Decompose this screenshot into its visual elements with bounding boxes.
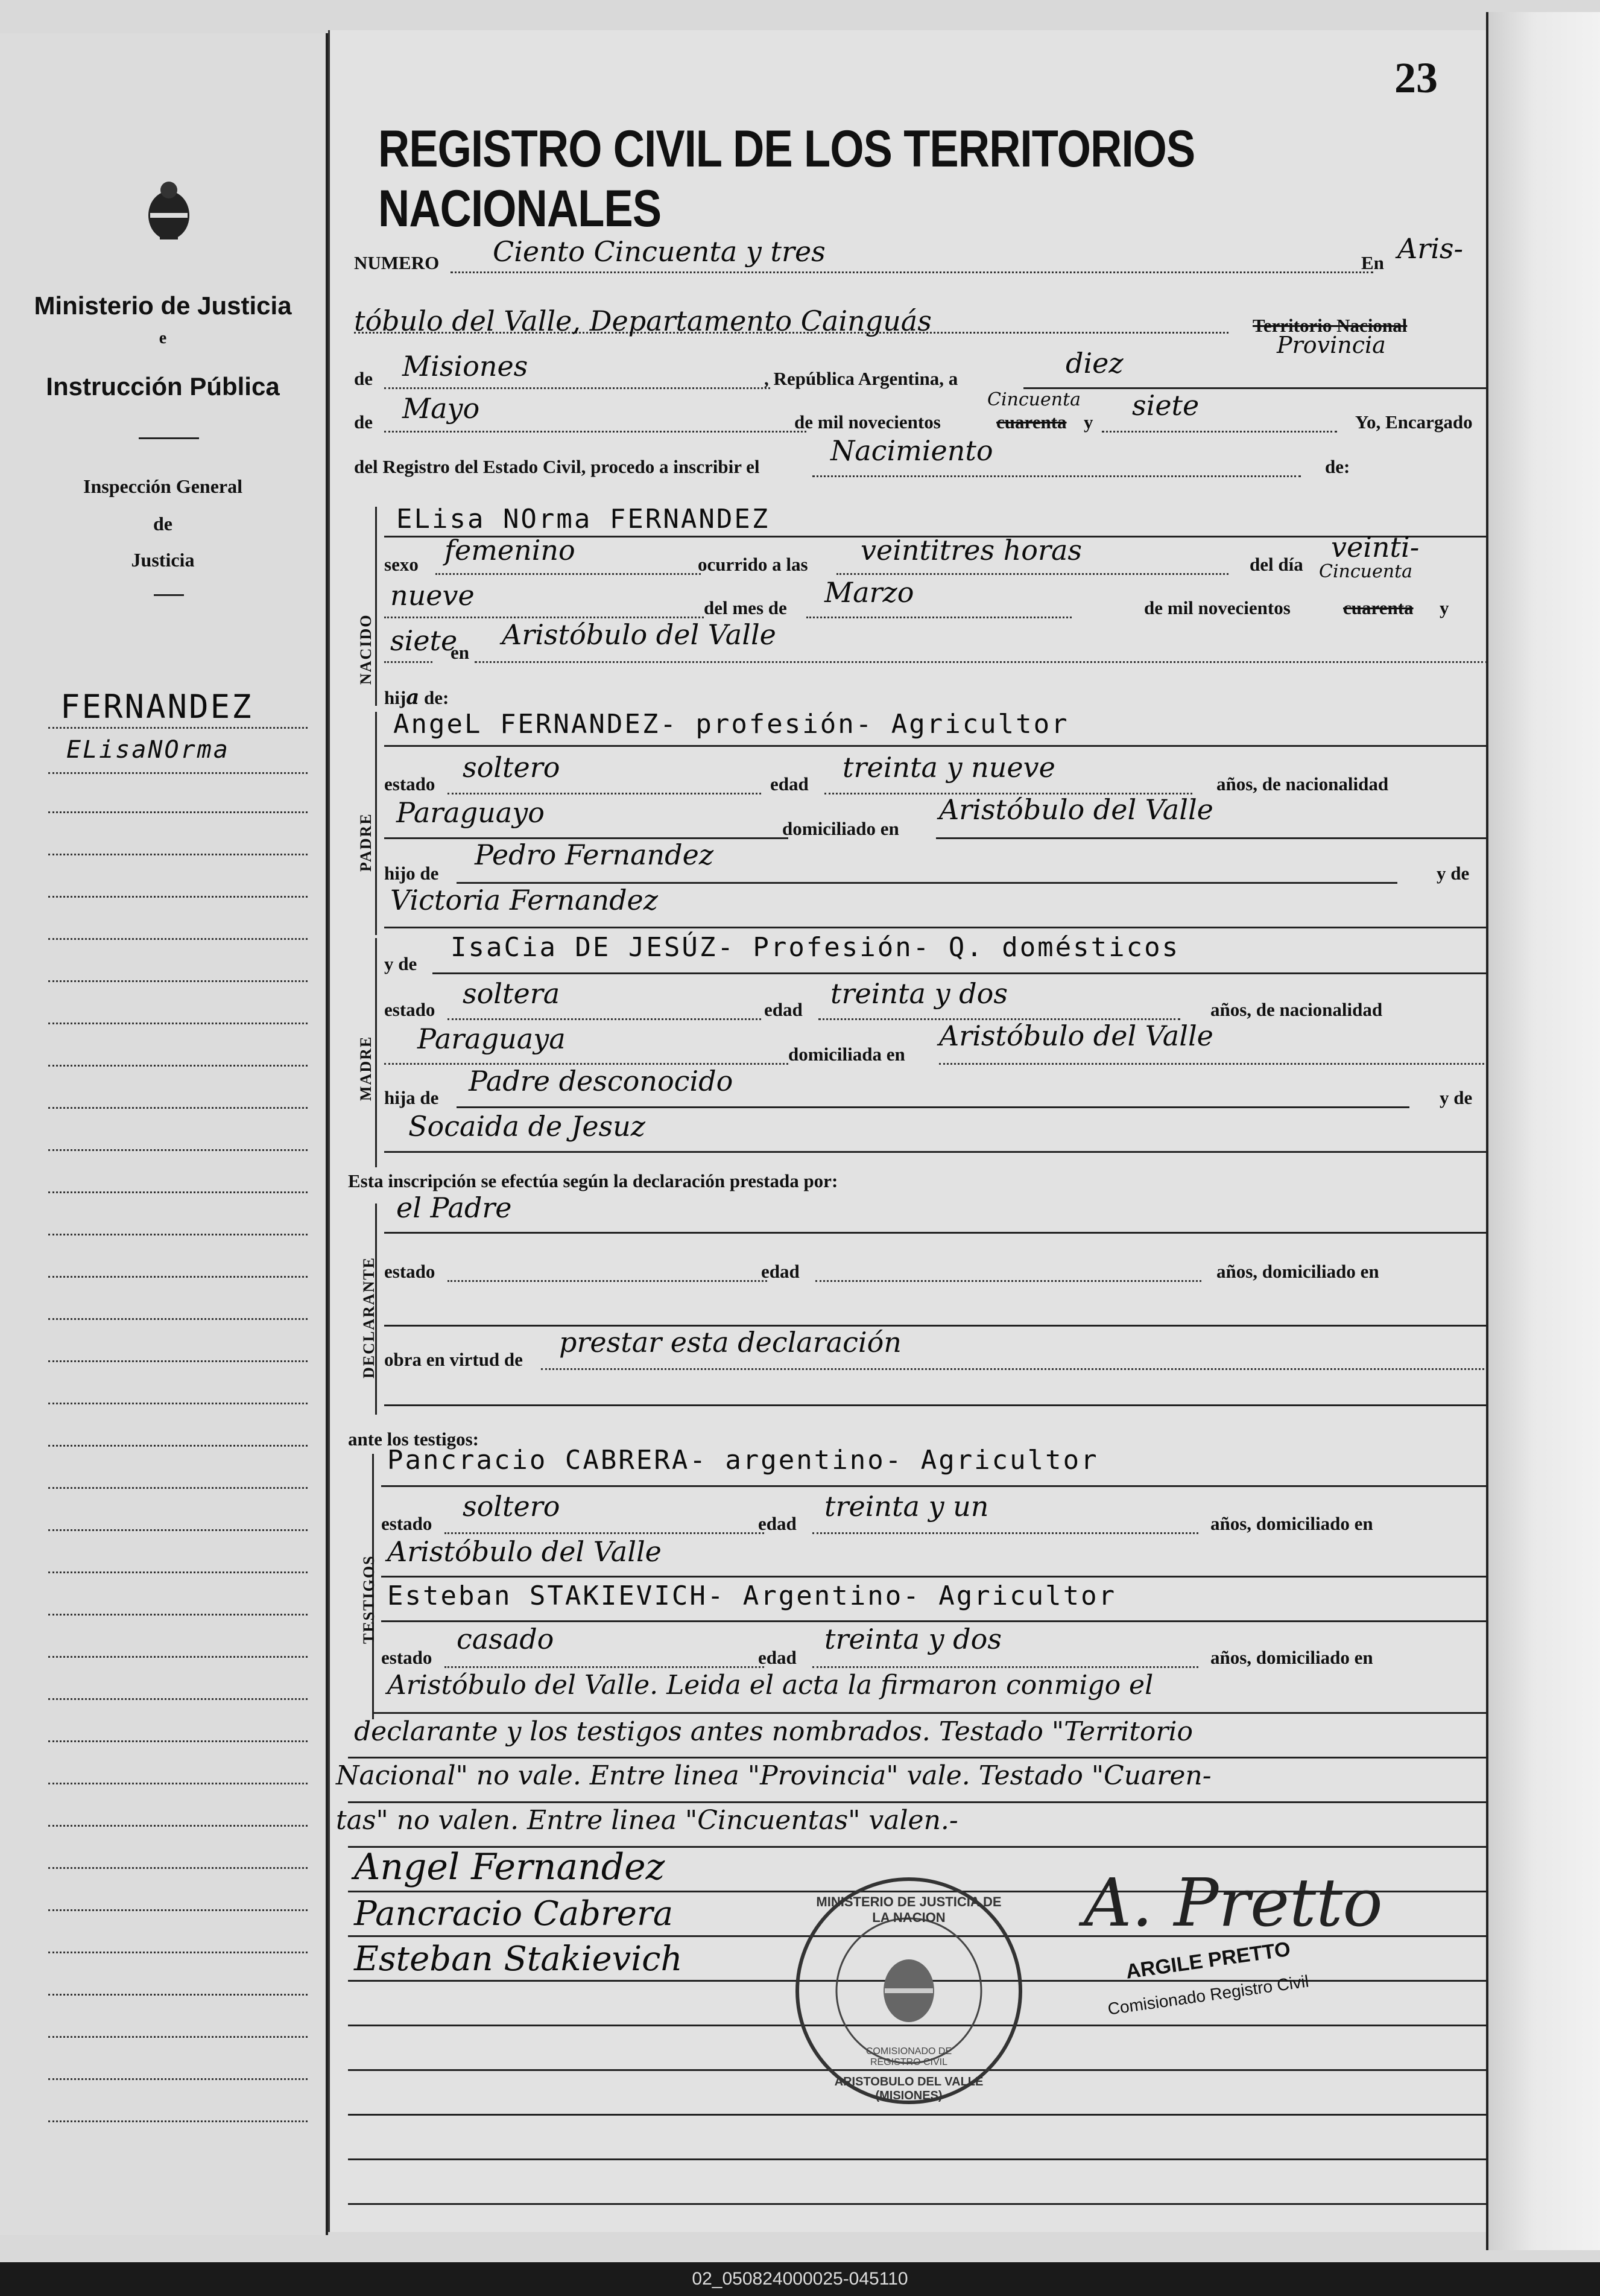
- margin-surname: FERNANDEZ: [60, 688, 253, 726]
- signature-witness1: Pancracio Cabrera: [354, 1894, 674, 1933]
- note-line-2: Nacional" no vale. Entre linea "Provincia" vale. Testado "Cuaren-: [336, 1760, 1212, 1791]
- father-father: Pedro Fernandez: [475, 839, 714, 871]
- y-de-label: y de: [1437, 863, 1470, 884]
- seal-bottom-text: ARISTOBULO DEL VALLE (MISIONES): [834, 2075, 984, 2102]
- en-value-2: tóbulo del Valle, Departamento Cainguás: [354, 305, 932, 337]
- witness2-name: Esteban STAKIEVICH- Argentino- Agricultor: [387, 1581, 1117, 1611]
- mother-estado: soltera: [463, 977, 560, 1010]
- estado-label: estado: [384, 1261, 435, 1282]
- numero-value: Ciento Cincuenta y tres: [493, 235, 826, 268]
- del-dia-label: del día: [1250, 554, 1303, 575]
- y-label: y: [1440, 597, 1449, 618]
- father-name: AngeL FERNANDEZ- profesión- Agricultor: [393, 709, 1069, 740]
- father-domicilio: Aristóbulo del Valle: [939, 793, 1213, 826]
- witness1-name: Pancracio CABRERA- argentino- Agricultor: [387, 1445, 1099, 1476]
- father-estado: soltero: [463, 751, 560, 784]
- birth-year: siete: [390, 624, 458, 657]
- seal-inner-text: COMISIONADO DE REGISTRO CIVIL: [865, 2046, 952, 2067]
- official-seal: [788, 1870, 1029, 2111]
- del-mes-label: del mes de: [704, 597, 787, 618]
- official-name: ARGILE PRETTO: [1124, 1937, 1292, 1984]
- registro-label: del Registro del Estado Civil, procedo a inscribir el: [354, 456, 760, 477]
- registration-form: [328, 30, 1488, 2232]
- child-name: ELisa NOrma FERNANDEZ: [396, 504, 770, 534]
- cincuenta-insert-2: Cincuenta: [1319, 561, 1413, 582]
- obra-label: obra en virtud de: [384, 1349, 523, 1370]
- republica-label: , República Argentina, a: [764, 368, 958, 389]
- note-line-3: tas" no valen. Entre linea "Cincuentas" valen.-: [336, 1805, 958, 1836]
- territorio-label: Territorio Nacional: [1253, 315, 1408, 336]
- mother-mother: Socaida de Jesuz: [408, 1110, 646, 1143]
- domiciliado-label: domiciliado en: [782, 818, 899, 839]
- cuarenta-struck-2: cuarenta: [1343, 597, 1414, 618]
- mother-domicilio: Aristóbulo del Valle: [939, 1020, 1213, 1052]
- section-testigos-label: TESTIGOS: [360, 1555, 378, 1644]
- y-de-label: y de: [1440, 1087, 1473, 1108]
- ministry-line-3: Instrucción Pública: [46, 372, 280, 401]
- reg-month: Mayo: [402, 392, 480, 425]
- witness2-domicilio: Aristóbulo del Valle. Leida el acta la firmaron conmigo el: [387, 1670, 1154, 1701]
- estado-label: estado: [384, 999, 435, 1020]
- official-title: Comisionado Registro Civil: [1106, 1971, 1310, 2019]
- mil-label: de mil novecientos: [1144, 597, 1291, 618]
- obra-value: prestar esta declaración: [559, 1326, 902, 1359]
- seal-outer-text: MINISTERIO DE JUSTICIA DE LA NACION: [816, 1894, 1002, 1925]
- testigos-intro: ante los testigos:: [348, 1429, 479, 1450]
- edad-label: edad: [770, 773, 809, 794]
- birth-day-2: nueve: [390, 579, 475, 612]
- y-de-label: y de: [384, 953, 417, 974]
- en-label: En: [1361, 252, 1384, 273]
- birth-day-1: veinti-: [1331, 531, 1420, 563]
- father-nacionalidad: Paraguayo: [396, 796, 545, 829]
- declaration-intro: Esta inscripción se efectúa según la declaración prestada por:: [348, 1170, 838, 1191]
- declarante-name: el Padre: [396, 1191, 512, 1224]
- hija-de-label: hija de: [384, 1087, 439, 1108]
- inspection-line-3: Justicia: [131, 549, 195, 571]
- anos-label: años, domiciliado en: [1210, 1513, 1373, 1534]
- page-title: REGISTRO CIVIL DE LOS TERRITORIOS NACIONALES: [378, 120, 1195, 238]
- inspection-line-2: de: [153, 513, 172, 534]
- en-label: en: [451, 642, 469, 663]
- coat-of-arms-icon: [142, 178, 196, 244]
- official-signature: A. Pretto: [1084, 1864, 1383, 1941]
- edad-label: edad: [758, 1513, 797, 1534]
- mil-label: de mil novecientos: [794, 411, 941, 433]
- hijo-label: hija de:: [384, 685, 449, 709]
- reg-year: siete: [1132, 389, 1200, 422]
- anos-label: años, domiciliado en: [1216, 1261, 1379, 1282]
- witness1-domicilio: Aristóbulo del Valle: [387, 1535, 662, 1568]
- reg-day: diez: [1066, 347, 1124, 379]
- acto-value: Nacimiento: [830, 434, 993, 467]
- father-edad: treinta y nueve: [843, 751, 1055, 784]
- yo-label: Yo, Encargado: [1355, 411, 1473, 433]
- signature-father: Angel Fernandez: [354, 1846, 665, 1888]
- estado-label: estado: [381, 1647, 432, 1668]
- section-padre-label: PADRE: [357, 813, 375, 872]
- father-mother: Victoria Fernandez: [390, 884, 659, 916]
- anos-label: años, de nacionalidad: [1216, 773, 1389, 794]
- section-declarante-label: DECLARANTE: [360, 1256, 378, 1378]
- numero-label: NUMERO: [354, 252, 440, 273]
- divider: [139, 437, 199, 439]
- cuarenta-struck: cuarenta: [996, 411, 1067, 433]
- page-number: 23: [1394, 54, 1438, 102]
- sexo-value: femenino: [444, 534, 575, 566]
- scan-file-id: 02_050824000025-045110: [0, 2262, 1600, 2296]
- cincuenta-insert: Cincuenta: [987, 389, 1081, 410]
- section-nacido-label: NACIDO: [357, 614, 375, 685]
- divider: [154, 594, 184, 596]
- edad-label: edad: [758, 1647, 797, 1668]
- book-binding-edge: [1486, 12, 1600, 2250]
- note-line-1: declarante y los testigos antes nombrados. Testado "Territorio: [354, 1716, 1193, 1747]
- ministry-line-1: Ministerio de Justicia: [34, 291, 292, 320]
- section-madre-label: MADRE: [357, 1035, 375, 1101]
- de-label: de: [354, 368, 373, 389]
- birth-hour: veintitres horas: [861, 534, 1083, 566]
- ocurrido-label: ocurrido a las: [698, 554, 808, 575]
- y-label: y: [1084, 411, 1093, 433]
- mother-father: Padre desconocido: [469, 1065, 733, 1097]
- domiciliada-label: domiciliada en: [788, 1044, 905, 1065]
- edad-label: edad: [761, 1261, 800, 1282]
- mother-nacionalidad: Paraguaya: [417, 1023, 566, 1055]
- witness1-estado: soltero: [463, 1490, 560, 1523]
- anos-label: años, domiciliado en: [1210, 1647, 1373, 1668]
- province-value: Misiones: [402, 350, 528, 382]
- witness1-edad: treinta y un: [824, 1490, 989, 1523]
- mother-edad: treinta y dos: [830, 977, 1008, 1010]
- mother-name: IsaCia DE JESÚZ- Profesión- Q. domésticos: [451, 932, 1180, 963]
- signature-witness2: Esteban Stakievich: [354, 1939, 683, 1979]
- de-label: de: [354, 411, 373, 433]
- birth-place: Aristóbulo del Valle: [502, 618, 776, 651]
- inspection-line-1: Inspección General: [83, 475, 242, 497]
- ministry-line-2: e: [159, 329, 167, 347]
- de-label: de:: [1325, 456, 1350, 477]
- edad-label: edad: [764, 999, 803, 1020]
- hijo-de-label: hijo de: [384, 863, 439, 884]
- witness2-edad: treinta y dos: [824, 1623, 1002, 1655]
- sexo-label: sexo: [384, 554, 419, 575]
- territorio-correction: Provincia: [1277, 332, 1386, 358]
- left-margin-column: [0, 33, 328, 2235]
- anos-label: años, de nacionalidad: [1210, 999, 1383, 1020]
- en-value-1: Aris-: [1397, 232, 1464, 265]
- birth-month: Marzo: [824, 576, 914, 609]
- estado-label: estado: [381, 1513, 432, 1534]
- estado-label: estado: [384, 773, 435, 794]
- margin-given-names: ELisaNOrma: [66, 736, 230, 764]
- witness2-estado: casado: [457, 1623, 554, 1655]
